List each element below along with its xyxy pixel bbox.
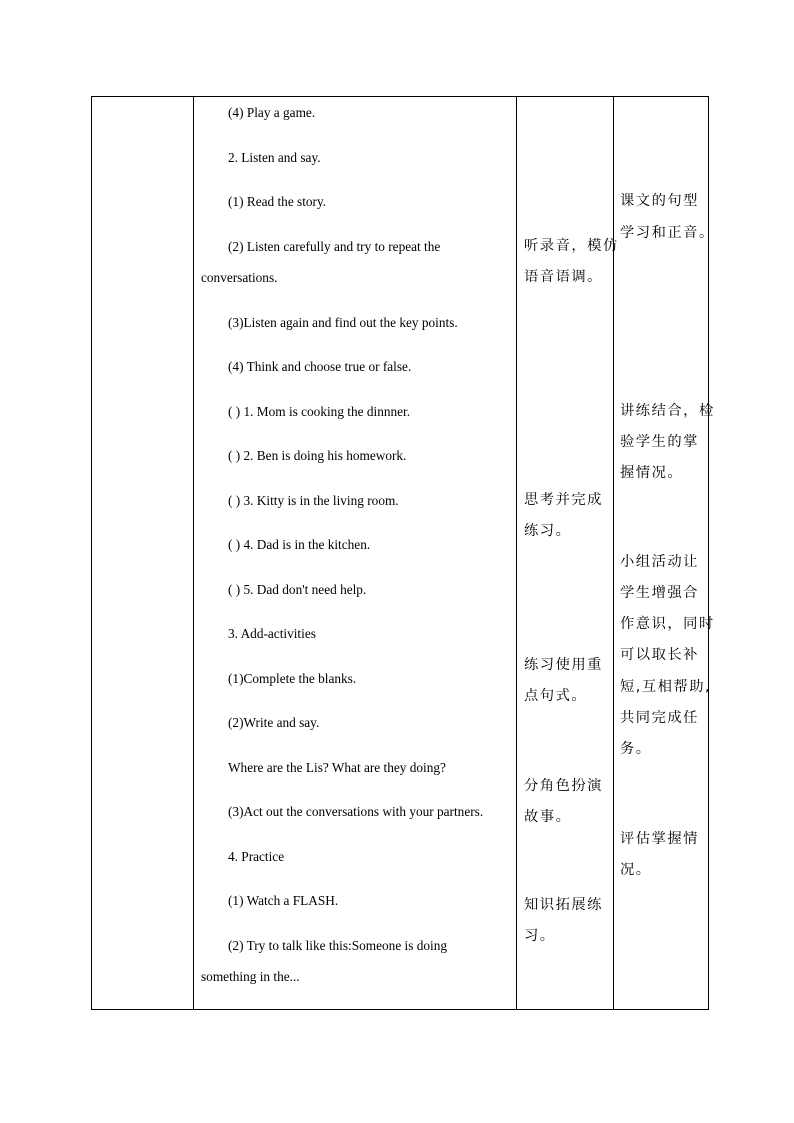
activity-line: 3. Add-activities — [228, 626, 316, 641]
activity-line: (4) Think and choose true or false. — [228, 359, 412, 374]
activity-line: (1) Read the story. — [228, 194, 327, 209]
activity-line: (3)Listen again and find out the key points. — [228, 315, 458, 330]
student-line: 练习。 — [524, 523, 572, 539]
activity-line: (1) Watch a FLASH. — [228, 893, 339, 908]
purpose-line: 况。 — [620, 862, 652, 878]
student-line: 语音语调。 — [524, 269, 603, 285]
activity-line: (1)Complete the blanks. — [228, 671, 357, 686]
activity-line: (2) Try to talk like this:Someone is doing — [228, 938, 448, 953]
activity-line: ( ) 3. Kitty is in the living room. — [228, 493, 399, 508]
purpose-line: 学生增强合 — [620, 585, 699, 601]
activity-line: (4) Play a game. — [228, 105, 316, 120]
purpose-line: 评估掌握情 — [620, 831, 699, 847]
purpose-line: 课文的句型 — [620, 193, 699, 209]
purpose-line: 讲练结合，检 — [620, 403, 715, 419]
activity-line: ( ) 1. Mom is cooking the dinnner. — [228, 404, 411, 419]
purpose-line: 务。 — [620, 741, 652, 757]
activity-line: ( ) 5. Dad don't need help. — [228, 582, 367, 597]
student-line: 思考并完成 — [524, 492, 603, 508]
student-line: 练习使用重 — [524, 657, 603, 673]
activity-line: (2)Write and say. — [228, 715, 320, 730]
lesson-table — [91, 96, 712, 1010]
student-line: 故事。 — [524, 809, 572, 825]
activity-line: (2) Listen carefully and try to repeat the — [228, 239, 441, 254]
column-divider — [516, 97, 517, 1009]
student-line: 习。 — [524, 928, 556, 944]
purpose-line: 小组活动让 — [620, 554, 699, 570]
student-line: 听录音，模仿 — [524, 238, 619, 254]
activity-line: 2. Listen and say. — [228, 150, 321, 165]
purpose-line: 验学生的掌 — [620, 434, 699, 450]
activity-line: (3)Act out the conversations with your partners. — [228, 804, 484, 819]
column-divider — [193, 97, 194, 1009]
activity-line: Where are the Lis? What are they doing? — [228, 760, 446, 775]
column-divider — [613, 97, 614, 1009]
student-line: 知识拓展练 — [524, 897, 603, 913]
purpose-line: 可以取长补 — [620, 647, 699, 663]
activity-line: something in the... — [201, 969, 300, 984]
activity-line: 4. Practice — [228, 849, 285, 864]
purpose-line: 作意识，同时 — [620, 616, 715, 632]
purpose-line: 短,互相帮助, — [620, 679, 712, 695]
purpose-line: 学习和正音。 — [620, 225, 715, 241]
activity-line: ( ) 2. Ben is doing his homework. — [228, 448, 407, 463]
activity-line: ( ) 4. Dad is in the kitchen. — [228, 537, 371, 552]
student-line: 点句式。 — [524, 688, 588, 704]
purpose-line: 握情况。 — [620, 465, 684, 481]
purpose-line: 共同完成任 — [620, 710, 699, 726]
activity-line: conversations. — [201, 270, 278, 285]
student-line: 分角色扮演 — [524, 778, 603, 794]
